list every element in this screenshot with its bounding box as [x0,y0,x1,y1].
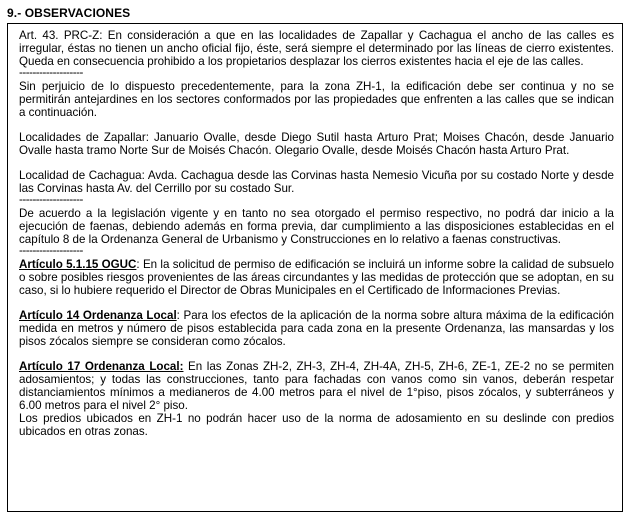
paragraph-zh1-adosamiento: Los predios ubicados en ZH-1 no podrán hacer uso de la norma de adosamiento en su deslinde con predios ubicados en otras zonas. [19,412,614,438]
article-label: Artículo 5.1.15 OGUC [19,258,137,271]
paragraph-zapallar: Localidades de Zapallar: Januario Ovalle, desde Diego Sutil hasta Arturo Prat; Moises Chacón, desde Januario Ovalle hasta tramo Norte Sur de Moisés Chacón. Olegario Ovalle, desde Moisés Chacón hasta Arturo Prat. [19,131,614,157]
article-label: Artículo 17 Ordenanza Local: [19,360,184,373]
article-label: Artículo 14 Ordenanza Local [19,309,177,322]
paragraph-art-5-1-15 [19,258,614,297]
article-text: : Para los efectos de la aplicación de la norma sobre altura máxima de la edificación medida en metros y número de pisos establecida para cada zona en la presente Ordenanza, las mansardas y los pisos zócalos siempre se consideran como zócalos. [19,309,614,348]
separator-line: ------------------- [19,244,83,257]
paragraph-zh1: Sin perjuicio de lo dispuesto precedentemente, para la zona ZH-1, la edificación debe ser continua y no se permitirán antejardines en los sectores conformados por las propiedades que enfrenten a las calles que se indican a continuación. [19,80,614,119]
article-text: : En la solicitud de permiso de edificación se incluirá un informe sobre la calidad de subsuelo o sobre posibles riesgos provenientes de las áreas circundantes y las medidas de protección que se adoptan, en su caso, si lo hubiere requerido el Director de Obras Municipales en el Certificado de Informaciones Previas. [19,258,614,297]
article-text: En las Zonas ZH-2, ZH-3, ZH-4, ZH-4A, ZH-5, ZH-6, ZE-1, ZE-2 no se permiten adosamientos; y todas las construcciones, tanto para fachadas con vanos como sin vanos, deberán respetar distanciamientos mínimos a medianeros de 4.00 metros para el nivel de 1°piso, pisos zócalos, y subterráneos y 6.00 metros para el nivel 2° piso. [19,360,614,412]
separator-line: ------------------- [19,193,83,206]
paragraph-legislacion: De acuerdo a la legislación vigente y en tanto no sea otorgado el permiso respectivo, no podrá dar inicio a la ejecución de faenas, debiendo además en forma previa, dar cumplimiento a las disposiciones establecidas en el capítulo 8 de la Ordenanza General de Urbanismo y Construcciones en lo relativo a faenas constructivas. [19,207,614,246]
section-title: 9.- OBSERVACIONES [7,6,131,20]
paragraph-art-14 [19,309,614,348]
observations-box [7,23,623,512]
separator-line: ------------------- [19,66,83,79]
paragraph-art-43: Art. 43. PRC-Z: En consideración a que en las localidades de Zapallar y Cachagua el ancho de las calles es irregular, éstas no tienen un ancho oficial fijo, éste, será siempre el determinado por las líneas de cierro existentes. Queda en consecuencia prohibido a los propietarios desplazar los cierros existentes hacia el eje de las calles. [19,29,614,68]
paragraph-cachagua: Localidad de Cachagua: Avda. Cachagua desde las Corvinas hasta Nemesio Vicuña por su costado Norte y desde las Corvinas hasta Av. del Cerrillo por su costado Sur. [19,169,614,195]
paragraph-art-17 [19,360,614,412]
